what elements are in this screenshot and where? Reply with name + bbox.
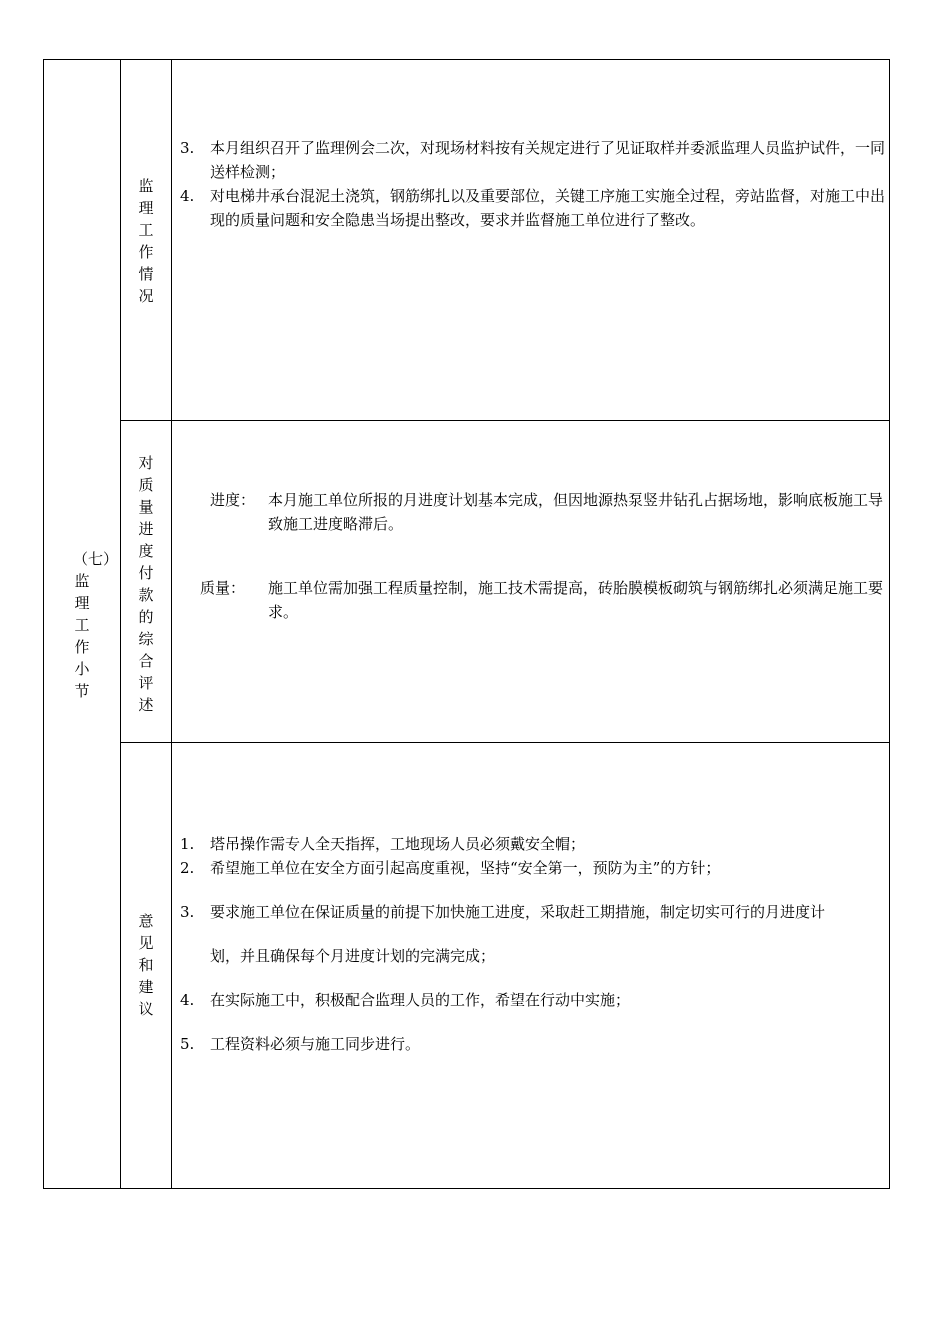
- advice-item-number: 2.: [180, 859, 195, 877]
- advice-item-number: 1.: [180, 835, 195, 853]
- work-label: [130, 175, 162, 307]
- work-label-text: 监理工作情况: [138, 177, 154, 305]
- progress-text: 本月施工单位所报的月进度计划基本完成，但因地源热泵竖井钻孔占据场地，影响底板施工导致施工进度略滞后。: [268, 491, 884, 533]
- section-label: [54, 548, 119, 702]
- quality-text: 施工单位需加强工程质量控制，施工技术需提高，砖胎膜模板砌筑与钢筋绑扎必须满足施工要求。: [268, 579, 884, 621]
- advice-item: [180, 890, 850, 978]
- advice-item: [180, 846, 850, 890]
- row-divider-2: [120, 742, 889, 743]
- advice-label: [130, 910, 162, 1020]
- advice-item-text: 塔吊操作需专人全天指挥，工地现场人员必须戴安全帽；: [210, 835, 586, 853]
- work-item-text: 本月组织召开了监理例会二次，对现场材料按有关规定进行了见证取样并委派监理人员监护试件，一同送样检测；: [210, 139, 886, 181]
- quality-paragraph: [200, 576, 885, 624]
- advice-item-number: 5.: [180, 1035, 195, 1053]
- advice-content: [180, 832, 850, 1066]
- column-divider-2: [171, 60, 172, 1188]
- section-label-text: （七）监理工作小节: [73, 550, 119, 700]
- advice-item-text: 希望施工单位在安全方面引起高度重视，坚持“安全第一，预防为主”的方针；: [210, 859, 721, 877]
- work-item-number: 4.: [180, 187, 195, 205]
- review-label: [130, 452, 162, 716]
- work-item: [180, 136, 885, 184]
- quality-label: 质量：: [200, 579, 246, 597]
- quality-content: [200, 576, 885, 624]
- work-item-number: 3.: [180, 139, 195, 157]
- progress-label: 进度：: [210, 491, 256, 509]
- row-divider-1: [120, 420, 889, 421]
- work-content: [180, 136, 885, 232]
- advice-item-number: 3.: [180, 903, 195, 921]
- advice-item-text: 工程资料必须与施工同步进行。: [210, 1035, 421, 1053]
- advice-item-number: 4.: [180, 991, 195, 1009]
- advice-item: [180, 1022, 850, 1066]
- advice-item-text: 要求施工单位在保证质量的前提下加快施工进度，采取赶工期措施，制定切实可行的月进度计划，并且确保每个月进度计划的完满完成；: [210, 903, 826, 965]
- progress-paragraph: [210, 488, 885, 536]
- review-label-text: 对质量进度付款的综合评述: [138, 454, 154, 714]
- advice-item: [180, 978, 850, 1022]
- work-item-text: 对电梯井承台混泥土浇筑，钢筋绑扎以及重要部位，关键工序施工实施全过程，旁站监督，对施工中出现的质量问题和安全隐患当场提出整改，要求并监督施工单位进行了整改。: [210, 187, 886, 229]
- column-divider-1: [120, 60, 121, 1188]
- review-content: [210, 488, 885, 536]
- advice-item-text: 在实际施工中，积极配合监理人员的工作，希望在行动中实施；: [210, 991, 631, 1009]
- advice-label-text: 意见和建议: [138, 912, 154, 1018]
- report-table: [43, 59, 890, 1189]
- work-item: [180, 184, 885, 232]
